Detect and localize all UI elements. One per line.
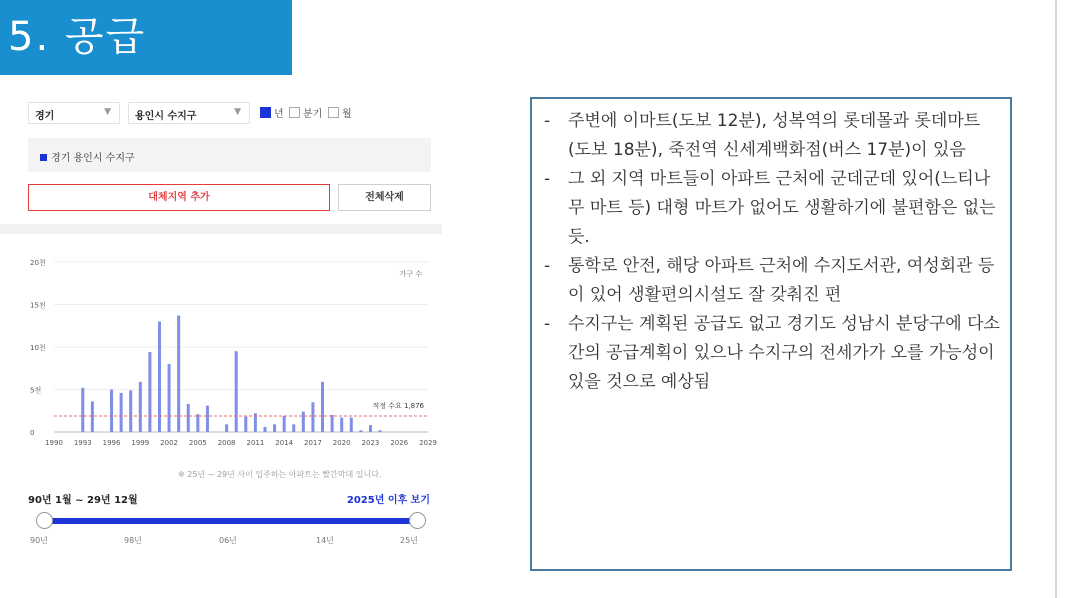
selected-region-label: 경기 용인시 수지구 (51, 153, 135, 164)
bar (129, 390, 132, 432)
year-checkbox-label: 년 (274, 109, 284, 120)
region-select-value: 경기 (35, 111, 55, 122)
x-tick-label: 2014 (275, 439, 294, 447)
bar (110, 390, 113, 433)
x-tick-label: 2023 (361, 439, 380, 447)
note-item: - 주변에 이마트(도보 12분), 성복역의 롯데몰과 롯데마트(도보 18분), 죽전역 신세계백화점(버스 17분)이 있음 (542, 107, 1000, 165)
y-tick-label: 10천 (30, 344, 46, 352)
city-select[interactable] (128, 102, 250, 124)
bar (206, 406, 209, 432)
view-after-2025-link[interactable]: 2025년 이후 보기 (346, 495, 430, 506)
bar (225, 424, 228, 432)
bar (196, 414, 199, 432)
demand-line-label: 적정 수요 1,876 (372, 402, 424, 411)
x-tick-label: 1990 (45, 439, 63, 447)
bar (311, 402, 314, 432)
bar (359, 430, 362, 432)
bar (120, 393, 123, 432)
note-item: - 통학로 안전, 해당 아파트 근처에 수지도서관, 여성회관 등이 있어 생활편의시설도 잘 갖춰진 편 (542, 252, 1000, 310)
bar (369, 425, 372, 432)
bar (321, 382, 324, 432)
slider-label: 06년 (219, 536, 237, 545)
y-tick-label: 0 (30, 429, 35, 437)
bar (263, 427, 266, 432)
bar (187, 404, 190, 432)
year-checkbox[interactable] (260, 107, 271, 118)
supply-bar-chart (28, 246, 442, 466)
legend-square-icon (40, 154, 47, 161)
quarter-checkbox-label: 분기 (303, 109, 323, 120)
bar (81, 388, 84, 432)
bar (235, 351, 238, 432)
bar (177, 316, 180, 432)
range-slider-start-handle[interactable] (36, 512, 53, 529)
x-tick-label: 2002 (160, 439, 178, 447)
bar (302, 412, 305, 432)
chevron-down-icon: ▼ (234, 107, 241, 117)
x-tick-label: 2020 (332, 439, 351, 447)
x-tick-label: 2011 (246, 439, 265, 447)
bar (168, 364, 171, 432)
bar (244, 417, 247, 432)
x-tick-label: 2026 (390, 439, 409, 447)
note-item: - 수지구는 계획된 공급도 없고 경기도 성남시 분당구에 다소간의 공급계획이 있으나 수지구의 전세가가 오를 가능성이 있을 것으로 예상됨 (542, 310, 1000, 397)
red-bar-note: ※ 25년 ~ 29년 사이 입주하는 아파트는 빨간막대 입니다. (178, 470, 382, 479)
region-select[interactable] (28, 102, 120, 124)
notes-box (530, 97, 1012, 571)
slider-label: 25년 (400, 536, 418, 545)
chevron-down-icon: ▼ (104, 107, 111, 117)
quarter-checkbox[interactable] (289, 107, 300, 118)
slider-label: 98년 (124, 536, 142, 545)
add-alternate-region-button[interactable]: 대체지역 추가 (28, 184, 330, 211)
bar (292, 424, 295, 432)
month-checkbox[interactable] (328, 107, 339, 118)
supply-widget (28, 96, 442, 556)
x-tick-label: 2029 (419, 439, 437, 447)
bar (331, 415, 334, 432)
range-slider-end-handle[interactable] (409, 512, 426, 529)
x-tick-label: 1993 (73, 439, 92, 447)
range-title: 90년 1월 ~ 29년 12월 (28, 495, 138, 506)
bar (91, 401, 94, 432)
y-tick-label: 20천 (30, 259, 46, 267)
month-checkbox-label: 월 (342, 109, 352, 120)
section-divider (0, 224, 442, 234)
slide-edge-divider (1055, 0, 1057, 598)
bar (379, 430, 382, 432)
bar (350, 418, 353, 432)
bar (283, 416, 286, 432)
y-tick-label: 15천 (30, 301, 46, 310)
bar (273, 424, 276, 432)
y-tick-label: 5천 (30, 386, 42, 395)
bar (148, 352, 151, 432)
y-axis-label: 가구 수 (399, 270, 422, 278)
slide-title: 5. 공급 (0, 0, 292, 75)
x-tick-label: 1996 (102, 439, 121, 447)
range-slider-track[interactable] (42, 518, 418, 524)
notes-list (542, 107, 1000, 397)
selected-region-chip (28, 138, 431, 172)
x-tick-label: 1999 (131, 439, 150, 447)
note-item: - 그 외 지역 마트들이 아파트 근처에 군데군데 있어(느티나무 마트 등) 대형 마트가 없어도 생활하기에 불편함은 없는 듯. (542, 165, 1000, 252)
slider-label: 90년 (30, 536, 48, 545)
bar (139, 382, 142, 432)
city-select-value: 용인시 수지구 (135, 111, 197, 122)
x-tick-label: 2005 (188, 439, 207, 447)
filter-row (28, 102, 442, 124)
bar (158, 322, 161, 433)
slider-label: 14년 (316, 536, 334, 545)
delete-all-button[interactable]: 전체삭제 (338, 184, 431, 211)
x-tick-label: 2017 (304, 439, 322, 447)
x-tick-label: 2008 (217, 439, 236, 447)
bar (340, 418, 343, 432)
